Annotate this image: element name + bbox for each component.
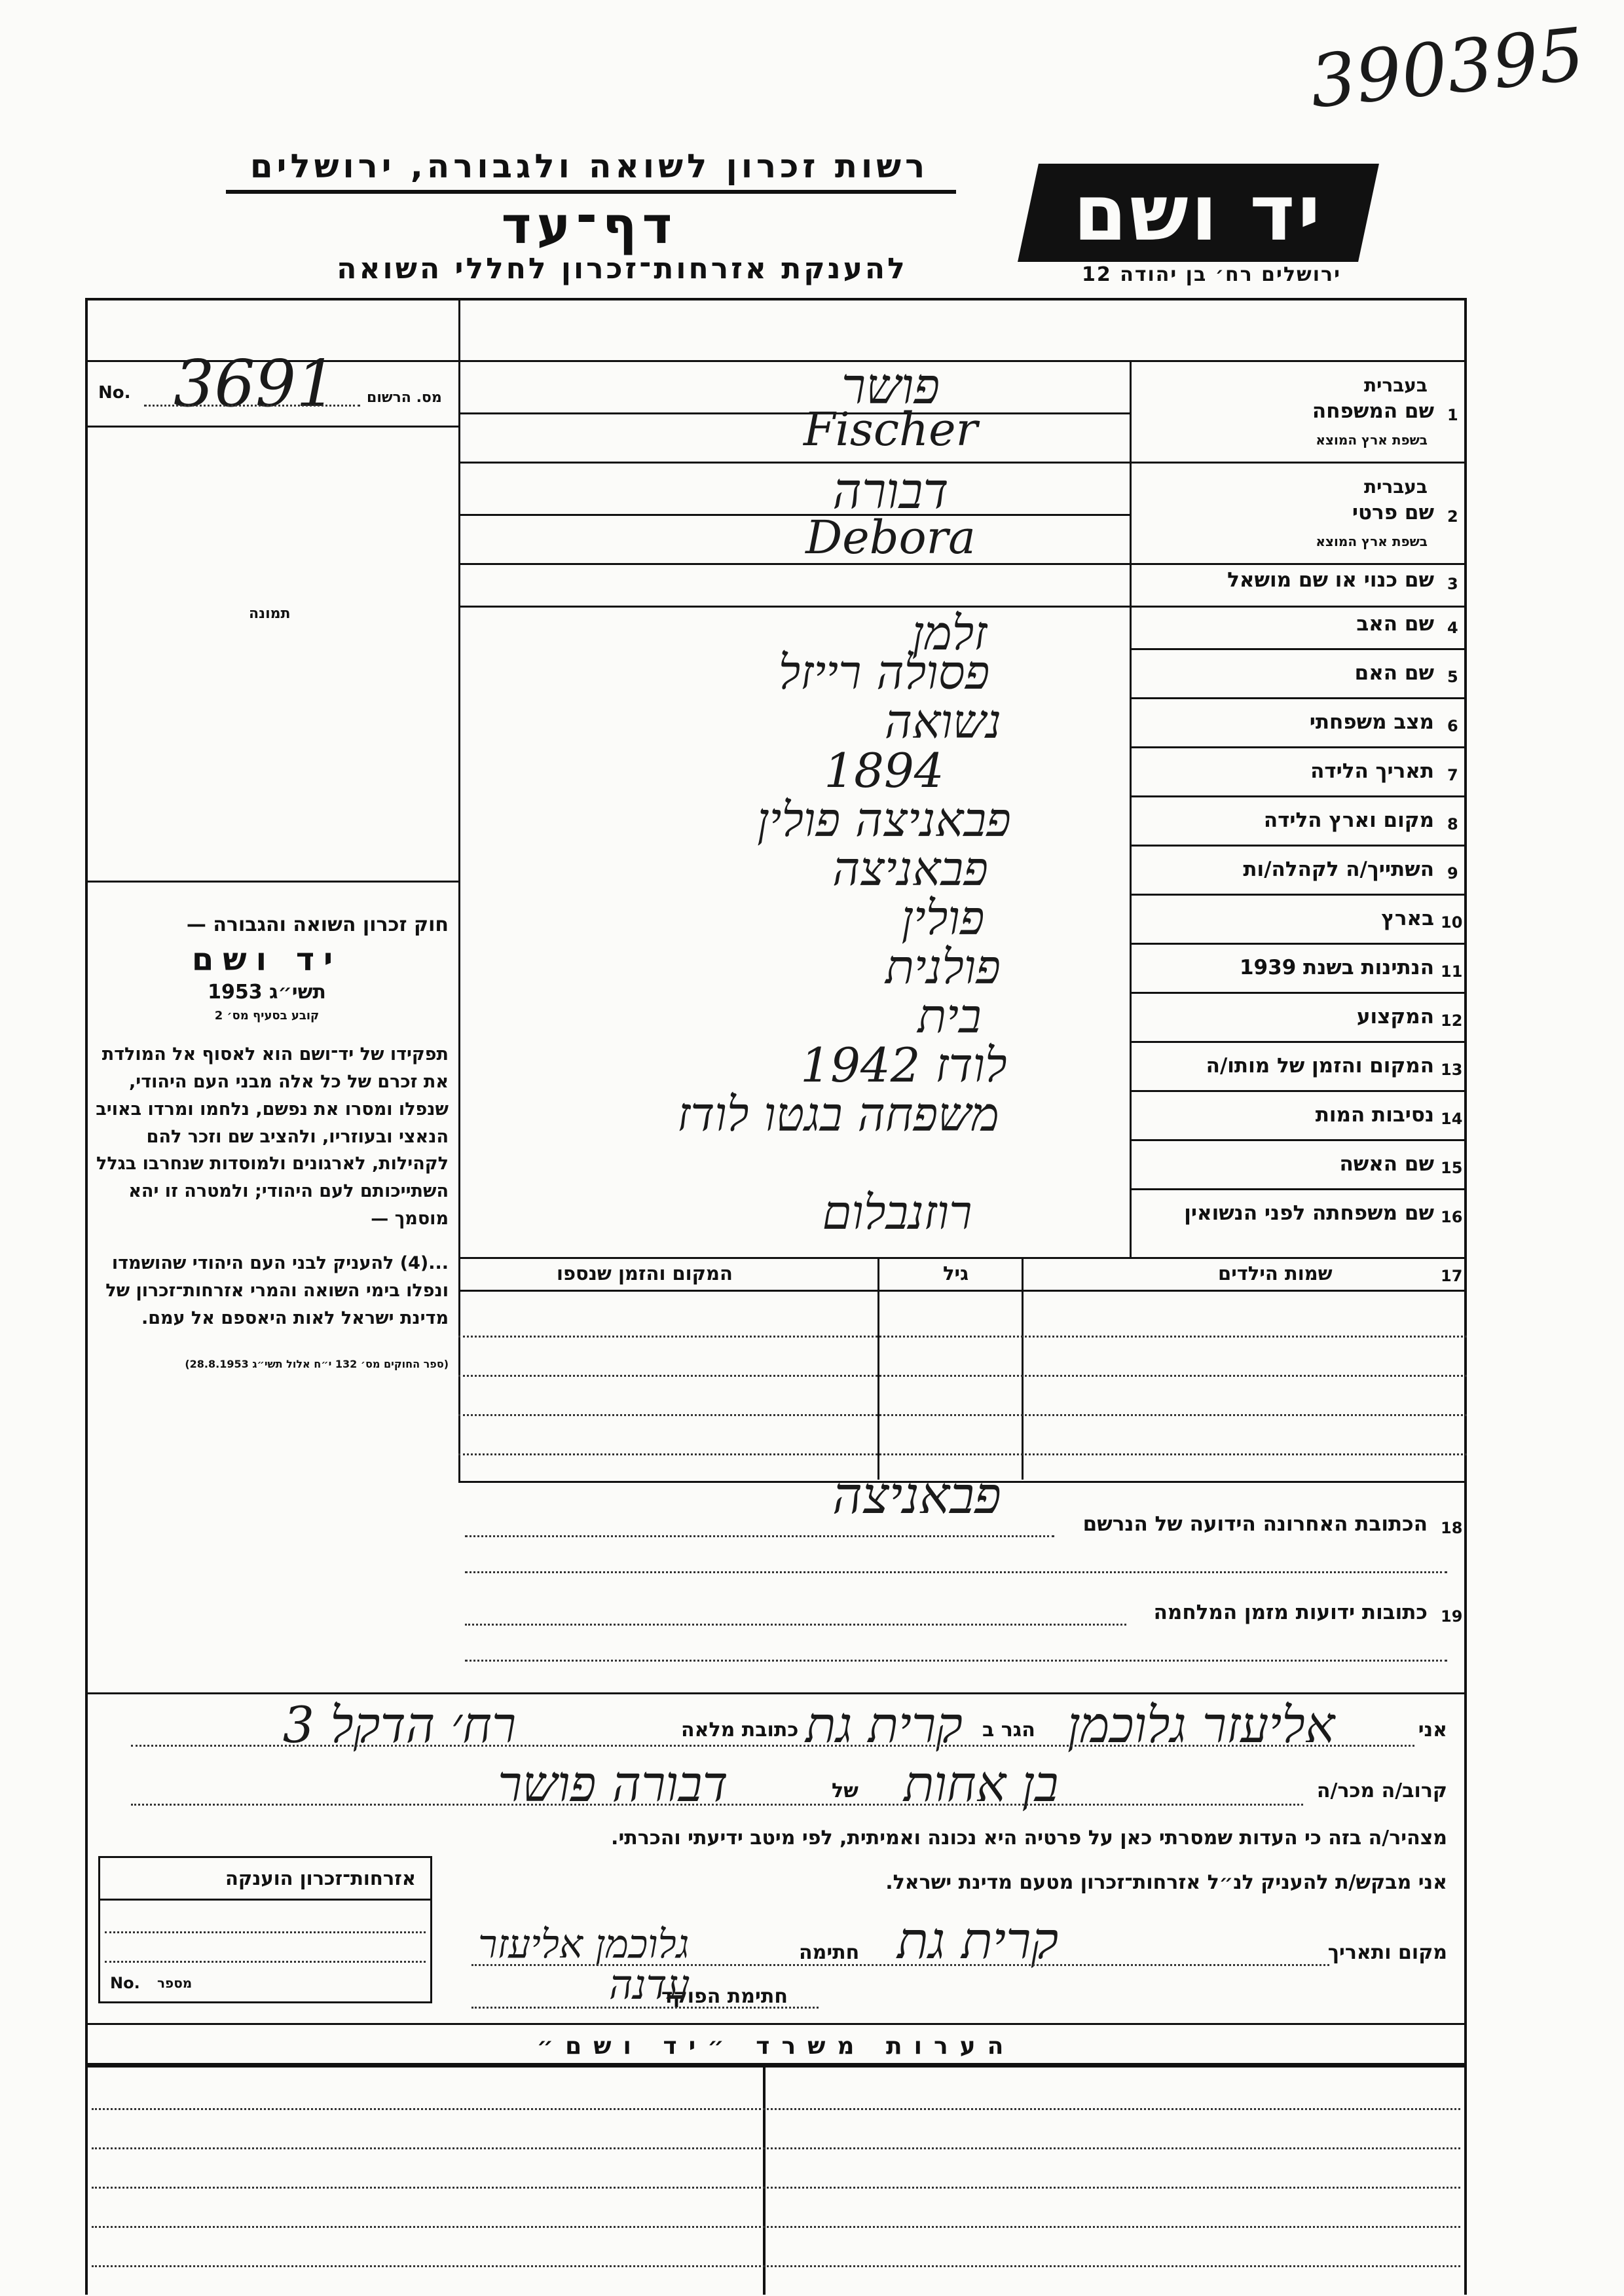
field-1-hebrew-label: בעברית [1363,374,1428,396]
declaration-prefix: אני [1418,1719,1447,1741]
notes-left-border [85,2066,88,2295]
children-row-line [458,1414,1467,1416]
country-value: פולין [901,890,985,945]
firstname-hebrew-value: דבורה [832,462,949,520]
row-line [1130,563,1467,565]
father-name-value: זלמן [912,606,987,661]
field-16-num: 16 [1441,1208,1463,1226]
citizenship-box-dotline [105,1931,426,1933]
logo-address: ירושלים רח׳ בן יהודה 12 [1082,263,1341,286]
field-2-label: שם פרטי [1352,501,1434,524]
row-line [1130,894,1467,896]
notes-line [92,2108,1460,2110]
death-place-time-value: לודז 1942 [800,1038,1007,1093]
field-3-label: שם כנוי או שם מושאל [1227,568,1434,592]
form-title: דף־עד [501,196,678,255]
field-13-num: 13 [1441,1061,1463,1079]
profession-value: בית [917,989,982,1044]
citizenship-no-label: No. [110,1974,140,1992]
field-18-num: 18 [1441,1519,1463,1537]
field-14-label: נסיבות המות [1315,1103,1434,1127]
relation-label: קרוב/ה מכר/ה [1316,1779,1447,1802]
row-line [1130,795,1467,797]
field-10-num: 10 [1441,913,1463,932]
field-19-label: כתובות ידועות מזמן המלחמה [1153,1601,1428,1624]
field-2-num: 2 [1447,507,1458,526]
field-14-num: 14 [1441,1110,1463,1128]
field-7-num: 7 [1447,766,1458,784]
notes-divider [763,2066,766,2295]
children-row-line [458,1375,1467,1377]
field-9-label: השתייך/ה לקהלה/ות [1243,858,1434,881]
firstname-native-value: Debora [805,511,976,564]
row-line [1130,943,1467,945]
field-1-num: 1 [1447,406,1458,424]
citizenship-1939-value: פולנית [885,939,1001,994]
of-label: של [832,1779,858,1802]
row-line [1130,1139,1467,1141]
birthplace-value: פבאניצה פולין [757,792,1011,847]
children-row-line [458,1453,1467,1455]
children-header-top [458,1257,1467,1259]
field-19-dotline [465,1624,1126,1626]
declaration-top-line [85,1692,1467,1694]
field-5-label: שם האם [1354,661,1434,685]
notes-line [92,2147,1460,2149]
field-10-label: בארץ [1381,907,1434,930]
place-date-line [471,1964,1329,1966]
row-line [1130,845,1467,847]
official-line [471,2007,819,2009]
reg-label: מס. הרשום [367,390,442,406]
label-column-divider [1130,360,1132,1257]
community-value: פבאניצה [832,841,988,896]
law-text-block [85,913,449,1370]
field-1-label: שם המשפחה [1312,399,1434,423]
archive-number: 390395 [1306,12,1589,124]
field-1-native-label: בשפת ארץ המוצא [1316,432,1428,448]
notes-title: הערות משרד ״יד ושם״ [536,2033,1016,2060]
place-date-value: קרית גת [897,1912,1059,1971]
declarant-name: אליעזר גלוכמן [1067,1696,1335,1754]
signature-value: גלוכמן אליעזר [478,1922,690,1967]
field-15-label: שם האשה [1339,1152,1434,1176]
decl-line-2 [131,1804,1303,1806]
mother-name-value: פסולה רייזל [778,645,990,700]
field-19-dotline [465,1660,1447,1662]
official-signature-label: חתימת הפוקד [661,1985,788,2008]
field-15-num: 15 [1441,1159,1463,1177]
row-line [1130,1041,1467,1043]
notes-title-line [85,2066,1467,2068]
law-name: יד ושם [191,941,342,978]
row-line [1130,462,1467,464]
notes-line [92,2226,1460,2228]
field-4-num: 4 [1447,619,1458,637]
signature-label: חתימה [799,1941,860,1964]
field-5-num: 5 [1447,668,1458,686]
maiden-name-value: רוזנבלום [822,1185,972,1240]
field-11-num: 11 [1441,962,1463,981]
row-line [1130,1090,1467,1092]
field-6-num: 6 [1447,717,1458,735]
notes-top-line [85,2023,1467,2025]
field-3-num: 3 [1447,575,1458,593]
field-12-num: 12 [1441,1011,1463,1030]
row-line [1130,1188,1467,1190]
notes-line [92,2187,1460,2189]
field-11-label: הנתינות בשנת 1939 [1239,956,1434,979]
field-8-num: 8 [1447,815,1458,833]
place-date-label: מקום ותאריך [1327,1941,1447,1964]
marital-status-value: נשואה [884,694,1002,749]
statement-1: מצהיר/ה בזה כי העדות שמסרתי כאן על פרטיה היא נכונה ואמיתית, לפי מיטב ידיעתי והכרתי. [611,1827,1447,1850]
form-subtitle: להענקת אזרחות־זכרון לחללי השואה [337,252,908,285]
citizenship-box-title: אזרחות־זכרון הוענקה [225,1867,416,1889]
reg-no-label: No. [98,383,131,403]
field-19-num: 19 [1441,1607,1463,1626]
relation-person: דבורה פושר [498,1755,728,1813]
birth-date-value: 1894 [824,743,944,798]
decl-line-1 [131,1745,1414,1747]
field-2-hebrew-label: בעברית [1363,476,1428,498]
field-18-label: הכתובת האחרונה הידועה של הנרשם [1082,1512,1428,1536]
logo-text: יד ושם [1073,168,1323,258]
field-7-label: תאריך הלידה [1310,759,1434,783]
row-line [1130,648,1467,650]
surname-hebrew-value: פושר [841,357,940,415]
left-column-divider [458,298,460,1483]
citizenship-number-label: מספר [157,1975,193,1991]
row-line [1130,992,1467,994]
field-9-num: 9 [1447,864,1458,883]
law-source: (ספר החוקים מס׳ 132 י״ח אלול תשי״ג 28.8.1953) [185,1358,449,1371]
citizenship-box-dotline [105,1961,426,1963]
law-title: חוק זכרון השואה והגבורה — [186,913,449,936]
official-signature-value: עדנה [609,1961,690,2009]
law-paragraph-2: ...(4) להעניק לבני העם היהודי שהושמדו ונפלו בימי השואה והמרי אזרחות־זכרון של מדינת ישראל לאות היאספם אל עמם. [105,1252,449,1328]
field-13-label: המקום והזמן של מותו/ה [1206,1054,1434,1078]
surname-native-value: Fischer [803,403,978,456]
yad-vashem-logo [1018,164,1379,262]
children-age-header: גיל [943,1262,969,1285]
reg-number: 3691 [174,347,337,422]
field-2-native-label: בשפת ארץ המוצא [1316,534,1428,549]
citizenship-box-line [98,1899,432,1901]
field-12-label: המקצוע [1356,1005,1434,1029]
row-line [1130,697,1467,699]
field-18-dotline [465,1535,1054,1537]
field-8-label: מקום וארץ הלידה [1263,809,1434,832]
resides-label: הגר ב [982,1719,1035,1741]
declarant-city: קרית גת [805,1696,963,1754]
title-underline [226,190,956,194]
children-place-header: המקום והזמן שנספו [557,1262,733,1285]
statement-2: אני מבקש/ת להעניק לנ״ל אזרחות־זכרון מטעם מדינת ישראל. [885,1871,1447,1894]
last-address-value: פבאניצה [832,1467,1001,1525]
notes-line [92,2265,1460,2267]
law-paragraph-1: תפקידו של יד־ושם הוא לאסוף אל המולדת את זכרם של כל אלה מבני העם היהודי, שנפלו ומסרו את נפשם, נלחמו ומרדו באויב הנאצי ובעוזריו, ולהציב שם וזכר להם לקהילות, לארגונים ולמוסדות שנחרבו בגלל השתייכותם לעם היהודי; ולמטרה זו יהא מוסמך — [96,1044,449,1230]
address-label: כתובת מלאה [681,1719,799,1741]
children-col-divider [1022,1257,1024,1480]
authority-title: רשות זכרון לשואה ולגבורה, ירושלים [249,147,929,185]
row-line [1130,606,1467,608]
field-6-label: מצב משפחתי [1309,710,1434,734]
children-names-header: שמות הילדים [1218,1262,1333,1285]
children-row-line [458,1336,1467,1338]
reg-dotline [144,405,360,407]
field-18-dotline [465,1571,1447,1573]
children-header-bottom [458,1290,1467,1292]
law-year: תשי״ג 1953 [208,981,326,1004]
row-line [1130,746,1467,748]
relation-value: בן אחות [904,1755,1059,1813]
reg-line [85,426,458,428]
law-clause: קובע בסעיף מס׳ 2 [214,1009,320,1023]
field-4-label: שם האב [1356,612,1434,636]
field-16-label: שם משפחתה לפני הנשואין [1184,1201,1434,1225]
declarant-address: רח׳ הדקל 3 [282,1696,517,1754]
photo-label: תמונה [249,606,291,622]
photo-bottom-line [85,881,458,883]
field-17-num: 17 [1441,1267,1463,1285]
death-circumstances-value: משפחה בגטו לודז [677,1087,999,1142]
notes-right-border [1464,2066,1467,2295]
children-col-divider [877,1257,879,1480]
